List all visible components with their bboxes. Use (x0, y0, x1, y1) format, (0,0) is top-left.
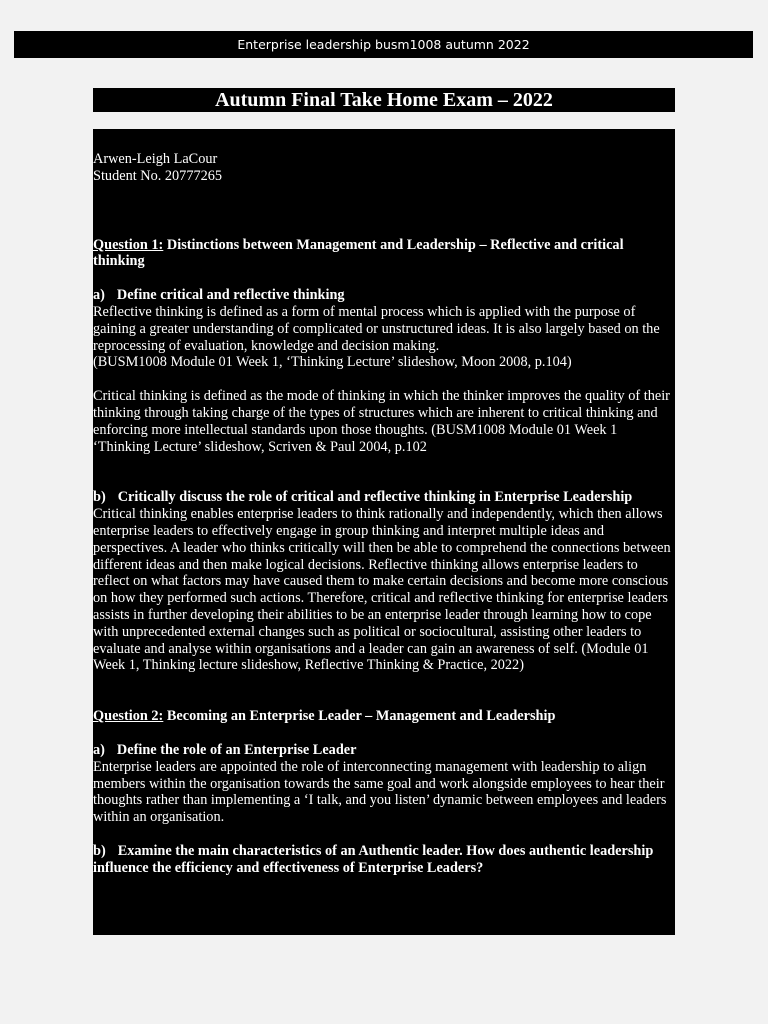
q1b-label: b) (93, 489, 106, 506)
q2a-paragraph: Enterprise leaders are appointed the role of interconnecting management with leadership to align members within the organisation towards the same goal and work alongside employees to hear their thoughts rather than implementing a ‘I talk, and you listen’ dynamic between employees and leaders within an organisation. (93, 758, 667, 826)
document-header-title: Enterprise leadership busm1008 autumn 2022 (237, 37, 530, 52)
q1b-heading (93, 489, 675, 506)
document-title: Autumn Final Take Home Exam – 2022 (93, 88, 675, 112)
q2b-heading (93, 843, 675, 877)
q2b-title: Examine the main characteristics of an Authentic leader. How does authentic leadership influence the efficiency and effectiveness of Enterprise Leaders? (93, 842, 654, 876)
q1a-citation-1: (BUSM1008 Module 01 Week 1, ‘Thinking Lecture’ slideshow, Moon 2008, p.104) (93, 354, 572, 371)
q2b-label: b) (93, 842, 106, 859)
q2a-heading (93, 742, 675, 759)
question-2-title: Becoming an Enterprise Leader – Management and Leadership (166, 708, 556, 725)
document-page (93, 129, 675, 935)
question-2-heading (93, 708, 675, 725)
q1b-paragraph: Critical thinking enables enterprise leaders to think rationally and independently, which then allows enterprise leaders to effectively engage in group thinking and interpret multiple ideas and perspectives. A leader who thinks critically will then be able to comprehend the connections between different ideas and then make logical decisions. Reflective thinking allows enterprise leaders to reflect on what factors may have caused them to make certain decisions and become more conscious on how they performed such actions. Therefore, critical and reflective thinking for enterprise leaders assists in further developing their abilities to be an enterprise leader through learning how to cope with unprecedented external changes such as political or sociocultural, assisting other leaders to evaluate and analyse within organisations and a leader can gain an awareness of self. (Module 01 Week 1, Thinking lecture slideshow, Reflective Thinking & Practice, 2022) (93, 506, 671, 674)
question-1-heading (93, 237, 675, 271)
q1a-heading (93, 287, 675, 304)
question-2-label: Question 2: (93, 708, 164, 725)
student-number: Student No. 20777265 (93, 167, 223, 184)
author-name: Arwen-Leigh LaCour (93, 151, 218, 167)
question-1-title: Distinctions between Management and Leadership – Reflective and critical thinking (93, 236, 624, 270)
q2a-label: a) (93, 741, 105, 758)
q1a-label: a) (93, 287, 105, 304)
q1a-paragraph-1: Reflective thinking is defined as a form of mental process which is applied with the purpose of gaining a greater understanding of complicated or unstructured ideas. It is also largely based on the reprocessing of evaluation, knowledge and decision making. (93, 303, 660, 354)
question-1-label: Question 1: (93, 236, 164, 253)
q1a-title: Define critical and reflective thinking (116, 287, 345, 304)
viewer-header (14, 31, 753, 58)
q1a-paragraph-2: Critical thinking is defined as the mode of thinking in which the thinker improves the quality of their thinking through taking charge of the types of structures which are inherent to critical thinking and enforcing more intellectual standards upon those thoughts. (BUSM1008 Module 01 Week 1 ‘Thinking Lecture’ slideshow, Scriven & Paul 2004, p.102 (93, 388, 670, 455)
q2a-title: Define the role of an Enterprise Leader (116, 741, 357, 758)
q1b-title: Critically discuss the role of critical and reflective thinking in Enterprise Leadership (117, 489, 633, 506)
